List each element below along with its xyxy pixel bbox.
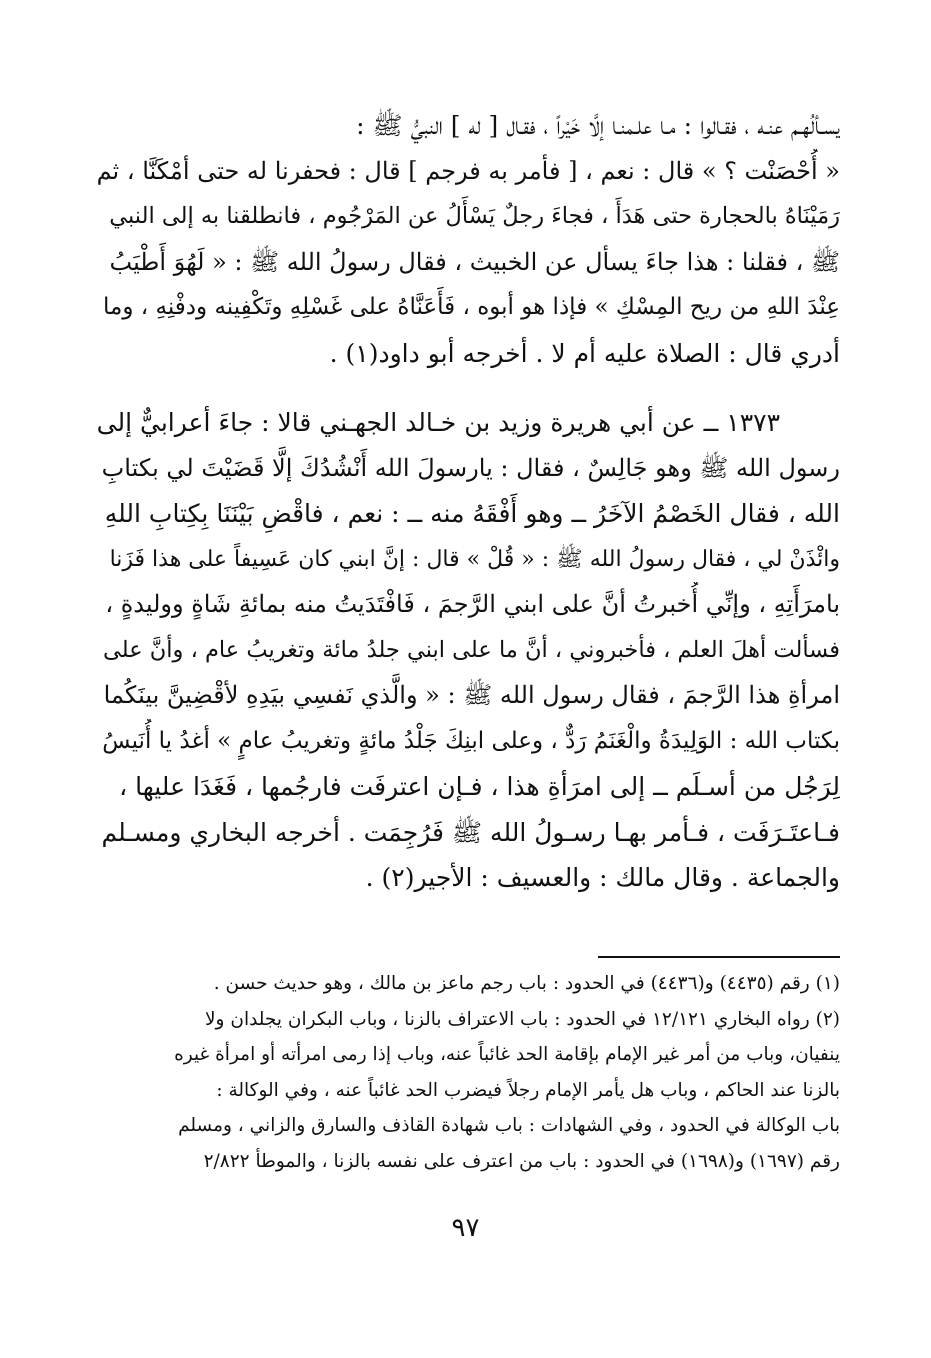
footnote-2-line: ينفيان، وباب من أمر غير الإمام بإقامة الحد غائباً عنه، وباب إذا رمى امرأته أو امرأة غيره — [174, 1044, 840, 1065]
footnote-2-line: بالزنا عند الحاكم ، وباب هل يأمر الإمام رجلاً فيضرب الحد غائباً عنه ، وفي الوكالة : — [216, 1079, 840, 1101]
text-line: بكتاب الله : الوَلِيدَةُ والْغَنَمُ رَدٌّ ، وعلى ابنِكَ جَلْدُ مائةٍ وتغريبُ عامٍ » أغدُ يا أُنَيسُ — [102, 727, 840, 754]
footnote-2-line: رقم (١٦٩٧) و(١٦٩٨) في الحدود : باب من اعترف على نفسه بالزنا ، والموطأ ٢/٨٢٢ — [203, 1150, 840, 1172]
text-line: بامرَأَتِهِ ، وإنِّي أُخبرتُ أنَّ على ابني الرَّجمَ ، فَافْتَدَيتُ منه بمائةِ شَاةٍ ووليدةٍ ، — [105, 590, 840, 618]
text-line: رسول الله ﷺ وهو جَالِسٌ ، فقال : يارسولَ الله أَنْشُدُكَ إلَّا قَضَيْتَ لي بكتابِ — [101, 453, 840, 482]
paragraph-continuation — [96, 103, 840, 376]
page-number: ٩٧ — [451, 1213, 480, 1243]
text-line: الله ، فقال الخَصْمُ الآخَرُ ــ وهو أَفْقَهُ منه ــ : نعم ، فاقْضِ بَيْنَنَا بِكِتابِ اللهِ — [104, 499, 840, 528]
text-line: والجماعة . وقال مالك : والعسيف : الأجير(٢) . — [365, 863, 840, 892]
text-line: وائْذَنْ لي ، فقال رسولُ الله ﷺ : « قُلْ » قال : إنَّ ابني كان عَسِيفاً على هذا فَزَنا — [109, 546, 840, 572]
footnote-separator — [598, 956, 840, 958]
text-line: يسـألُهـم عنـه ، فقـالوا : مـا علـمنـا إلَّا خَيْراً ، فقـال [ له ] النبيُّ ﷺ : — [356, 111, 840, 140]
text-line: ١٣٧٣ ــ عن أبي هريرة وزيد بن خـالد الجهـني قالا : جاءَ أعرابيٌّ إلى — [96, 408, 780, 437]
text-line: رَمَيْنَاهُ بالحجارة حتى هَدَأَ ، فجاءَ رجلٌ يَسْأَلُ عن المَرْجُوم ، فانطلقنا به إلى النبي — [109, 203, 840, 229]
footnote-1: (١) رقم (٤٤٣٥) و(٤٤٣٦) في الحدود : باب رجم ماعز بن مالك ، وهو حديث حسن . — [213, 973, 840, 994]
text-line: « أُحْصَنْت ؟ » قال : نعم ، [ فأمر به فرجم ] قال : فحفرنا له حتى أمْكَنَّا ، ثم — [96, 156, 840, 185]
text-line: لِرَجُل من أسـلَم ــ إلى امرَأةِ هذا ، فـإن اعترفَت فارجُمها ، فَغَدَا عليها ، — [119, 772, 840, 801]
hadith-1373-paragraph — [96, 400, 840, 901]
text-line: فسألت أهلَ العلم ، فأخبروني ، أنَّ ما على ابني جلدُ مائة وتغريبُ عام ، وأنَّ على — [103, 636, 840, 663]
footnotes — [96, 966, 840, 1179]
text-line: ﷺ ، فقلنا : هذا جاءَ يسأل عن الخبيث ، فقال رسولُ الله ﷺ : « لَهُوَ أَطْيَبُ — [109, 247, 840, 276]
text-line: أدري قال : الصلاة عليه أم لا . أخرجه أبو داود(١) . — [329, 338, 840, 368]
text-line: فـاعتَـرَفَت ، فـأمر بهـا رسـولُ الله ﷺ فَرُجِمَت . أخرجه البخاري ومسـلم — [101, 817, 840, 847]
footnote-2-line: باب الوكالة في الحدود ، وفي الشهادات : باب شهادة القاذف والسارق والزاني ، ومسلم — [178, 1115, 840, 1136]
text-line: امرأةِ هذا الرَّجمَ ، فقال رسول الله ﷺ : « والَّذي نَفسِي بيَدِهِ لأقْضِينَّ بينَكُما — [103, 681, 840, 709]
text-line: عِنْدَ اللهِ من ريح المِسْكِ » فإذا هو أبوه ، فَأَعَنَّاهُ على غَسْلِهِ وتَكْفِينه ودفْنِهِ ، وما — [103, 294, 840, 320]
footnote-2: (٢) رواه البخاري ١٢/١٢١ في الحدود : باب الاعتراف بالزنا ، وباب البكران يجلدان ولا — [205, 1008, 840, 1030]
